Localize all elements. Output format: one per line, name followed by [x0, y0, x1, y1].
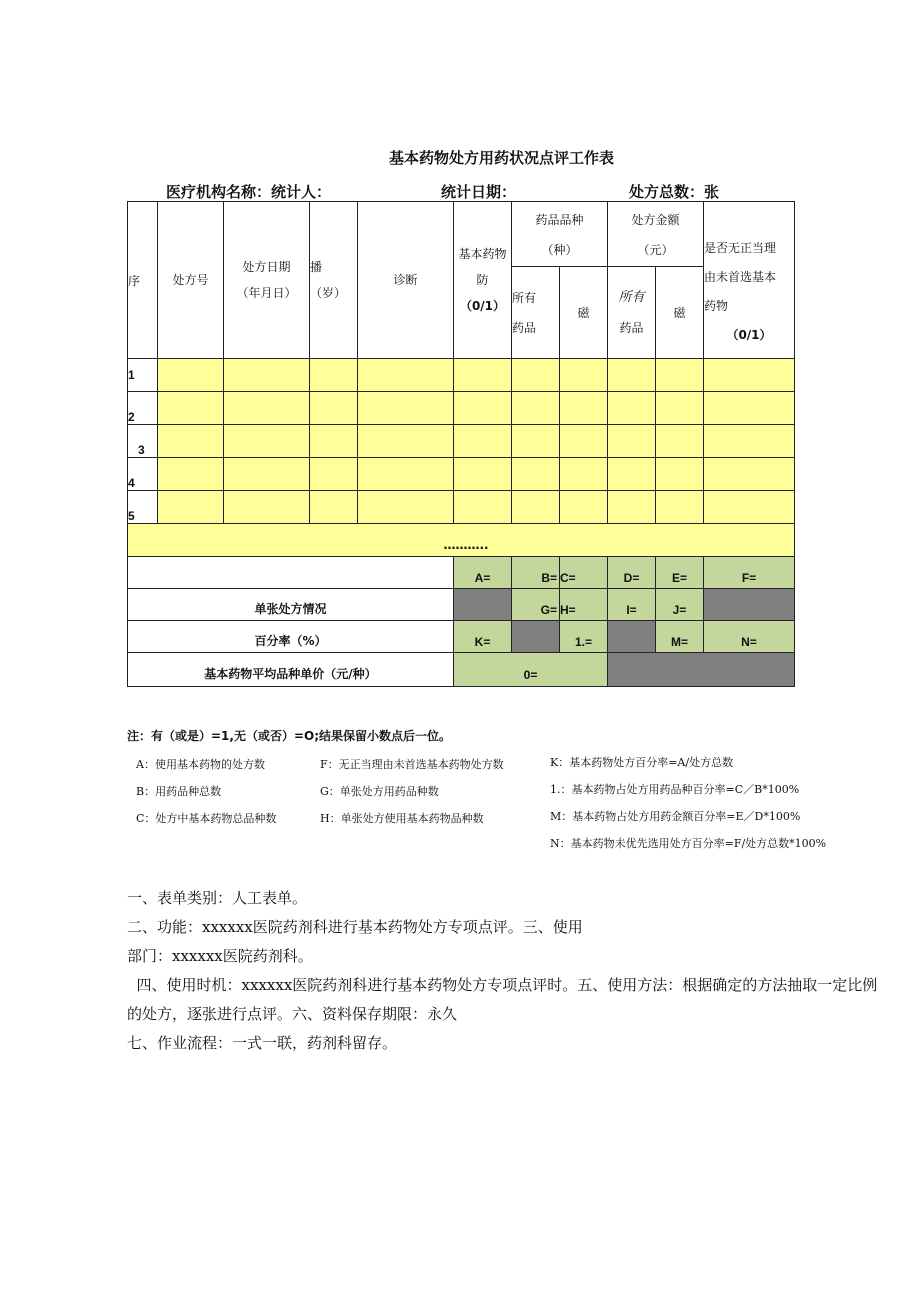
cell[interactable] [310, 359, 358, 392]
ellipsis-row: ……….. [128, 524, 795, 557]
stat-date-label: 统计日期： [441, 183, 517, 201]
row-index: 2 [128, 392, 158, 425]
cell[interactable] [608, 491, 656, 524]
cell[interactable] [224, 392, 310, 425]
cell[interactable] [704, 392, 795, 425]
legend-column-1 [136, 757, 296, 838]
header-unjustified-l2: 由未首选基本 [704, 270, 777, 284]
table-row [128, 491, 795, 524]
header-unjustified-l3: 药物 [704, 299, 729, 313]
header-age-sub: （岁） [310, 286, 347, 300]
header-variety-l2: （种） [541, 243, 578, 257]
cell[interactable] [608, 458, 656, 491]
cell[interactable] [656, 359, 704, 392]
header-all-drugs-b [608, 267, 656, 359]
header-amount [608, 202, 704, 267]
cell[interactable] [454, 491, 512, 524]
summary-blank [454, 589, 512, 621]
summary-blank [512, 621, 560, 653]
cell[interactable] [512, 425, 560, 458]
cell[interactable] [358, 392, 454, 425]
header-rx-date [224, 202, 310, 359]
cell[interactable] [310, 425, 358, 458]
summary-blank [608, 653, 795, 687]
row-index: 4 [128, 458, 158, 491]
table-row [128, 425, 795, 458]
header-basic-drug [454, 202, 512, 359]
summary-k: K= [454, 621, 512, 653]
legend-item: G：单张处方用药品种数 [320, 785, 439, 798]
cell[interactable] [310, 458, 358, 491]
summary-h: H= [560, 589, 608, 621]
cell[interactable] [454, 425, 512, 458]
legend-item: F：无正当理由未首选基本药物处方数 [320, 758, 504, 771]
summary-o: 0= [454, 653, 608, 687]
header-all-drugs-b-l1: 所有 [618, 289, 645, 305]
cell[interactable] [512, 392, 560, 425]
summary-l: 1.= [560, 621, 608, 653]
header-basic-short: 磁 [560, 267, 608, 359]
instruction-line: 部门：xxxxxx医院药剂科。 [127, 947, 313, 965]
table-row [128, 392, 795, 425]
header-all-drugs-l1: 所有 [512, 290, 537, 305]
summary-j: J= [656, 589, 704, 621]
summary-e: E= [656, 557, 704, 589]
header-basic-drug-l2: 防 [476, 273, 489, 287]
cell[interactable] [454, 359, 512, 392]
cell[interactable] [454, 458, 512, 491]
summary-c: C= [560, 557, 608, 589]
form-title: 基本药物处方用药状况点评工作表 [388, 149, 614, 167]
cell[interactable] [358, 491, 454, 524]
header-seq: 序 [128, 202, 158, 359]
header-amount-l2: （元） [637, 243, 674, 257]
institution-label: 医疗机构名称：统计人： [166, 183, 332, 201]
cell[interactable] [512, 359, 560, 392]
row-index: 5 [128, 491, 158, 524]
rx-total-label: 处方总数：张 [629, 183, 720, 201]
cell[interactable] [454, 392, 512, 425]
header-rx-no: 处方号 [158, 202, 224, 359]
legend-item: K：基本药物处方百分率=A/处方总数 [550, 756, 734, 769]
cell[interactable] [158, 491, 224, 524]
legend-column-3 [550, 755, 895, 863]
summary-n: N= [704, 621, 795, 653]
cell[interactable] [358, 359, 454, 392]
summary-i: I= [608, 589, 656, 621]
cell[interactable] [560, 425, 608, 458]
cell[interactable] [704, 425, 795, 458]
summary-blank [608, 621, 656, 653]
single-rx-label: 单张处方情况 [128, 589, 454, 621]
header-basic-drug-l1: 基本药物 [458, 247, 507, 261]
cell[interactable] [358, 425, 454, 458]
cell[interactable] [310, 392, 358, 425]
summary-d: D= [608, 557, 656, 589]
header-all-drugs [512, 267, 560, 359]
instruction-line: 七、作业流程：一式一联，药剂科留存。 [127, 1034, 398, 1052]
header-variety-l1: 药品品种 [535, 213, 584, 227]
summary-m: M= [656, 621, 704, 653]
header-rx-date-sub: （年月日） [236, 286, 297, 300]
instruction-line: 四、使用时机：xxxxxx医院药剂科进行基本药物处方专项点评时。五、使用方法：根据确定的方法抽取一定比例的处方，逐张进行点评。六、资料保存期限：永久 [127, 976, 878, 1023]
summary-blank [704, 589, 795, 621]
cell[interactable] [158, 359, 224, 392]
row-index: 3 [128, 425, 158, 458]
header-unjustified [704, 202, 795, 359]
header-basic-drug-l3: （0/1） [459, 299, 506, 313]
cell[interactable] [656, 458, 704, 491]
percent-label: 百分率（%） [128, 621, 454, 653]
cell[interactable] [158, 392, 224, 425]
cell[interactable] [656, 491, 704, 524]
header-age [310, 202, 358, 359]
cell[interactable] [560, 392, 608, 425]
header-basic-short-b: 磁 [656, 267, 704, 359]
cell[interactable] [656, 425, 704, 458]
cell[interactable] [224, 458, 310, 491]
cell[interactable] [704, 491, 795, 524]
cell[interactable] [704, 359, 795, 392]
header-amount-l1: 处方金额 [631, 213, 680, 227]
table-row [128, 458, 795, 491]
row-index: 1 [128, 359, 158, 392]
legend-item: A：使用基本药物的处方数 [136, 758, 265, 771]
cell[interactable] [224, 359, 310, 392]
header-unjustified-l1: 是否无正当理 [704, 241, 777, 255]
footnote: 注：有（或是）=1,无（或否）=O;结果保留小数点后一位。 [127, 729, 452, 743]
header-variety [512, 202, 608, 267]
summary-b: B= [512, 557, 560, 589]
legend-item: H：单张处方使用基本药物品种数 [320, 812, 484, 825]
cell[interactable] [512, 458, 560, 491]
header-age-main: 播 [310, 260, 323, 274]
cell[interactable] [224, 491, 310, 524]
summary-blank [128, 557, 454, 589]
instructions [127, 884, 887, 1058]
header-unjustified-l4: （0/1） [726, 328, 772, 342]
table-row [128, 359, 795, 392]
legend-column-2 [320, 757, 535, 838]
cell[interactable] [158, 425, 224, 458]
cell[interactable] [158, 458, 224, 491]
instruction-line: 二、功能：xxxxxx医院药剂科进行基本药物处方专项点评。三、使用 [127, 918, 583, 936]
avg-price-label: 基本药物平均品种单价（元/种） [128, 653, 454, 687]
cell[interactable] [358, 458, 454, 491]
header-diagnosis: 诊断 [358, 202, 454, 359]
cell[interactable] [224, 425, 310, 458]
cell[interactable] [310, 491, 358, 524]
cell[interactable] [560, 491, 608, 524]
legend-item: B：用药品种总数 [136, 785, 222, 798]
header-all-drugs-b-l2: 药品 [619, 320, 644, 335]
summary-f: F= [704, 557, 795, 589]
cell[interactable] [560, 359, 608, 392]
summary-a: A= [454, 557, 512, 589]
legend-item: M：基本药物占处方用药金额百分率=E／D*100% [550, 810, 801, 823]
legend-item: 1.：基本药物占处方用药品种百分率=C／B*100% [550, 783, 800, 796]
legend-item: N：基本药物未优先选用处方百分率=F/处方总数*100% [550, 837, 827, 850]
cell[interactable] [512, 491, 560, 524]
cell[interactable] [704, 458, 795, 491]
cell[interactable] [560, 458, 608, 491]
cell[interactable] [656, 392, 704, 425]
cell[interactable] [608, 392, 656, 425]
cell[interactable] [608, 359, 656, 392]
instruction-line: 一、表单类别：人工表单。 [127, 889, 308, 907]
review-table [127, 201, 795, 687]
header-rx-date-main: 处方日期 [242, 260, 291, 274]
header-all-drugs-l2: 药品 [512, 320, 537, 335]
summary-g: G= [512, 589, 560, 621]
legend-item: C：处方中基本药物总品种数 [136, 812, 277, 825]
cell[interactable] [608, 425, 656, 458]
